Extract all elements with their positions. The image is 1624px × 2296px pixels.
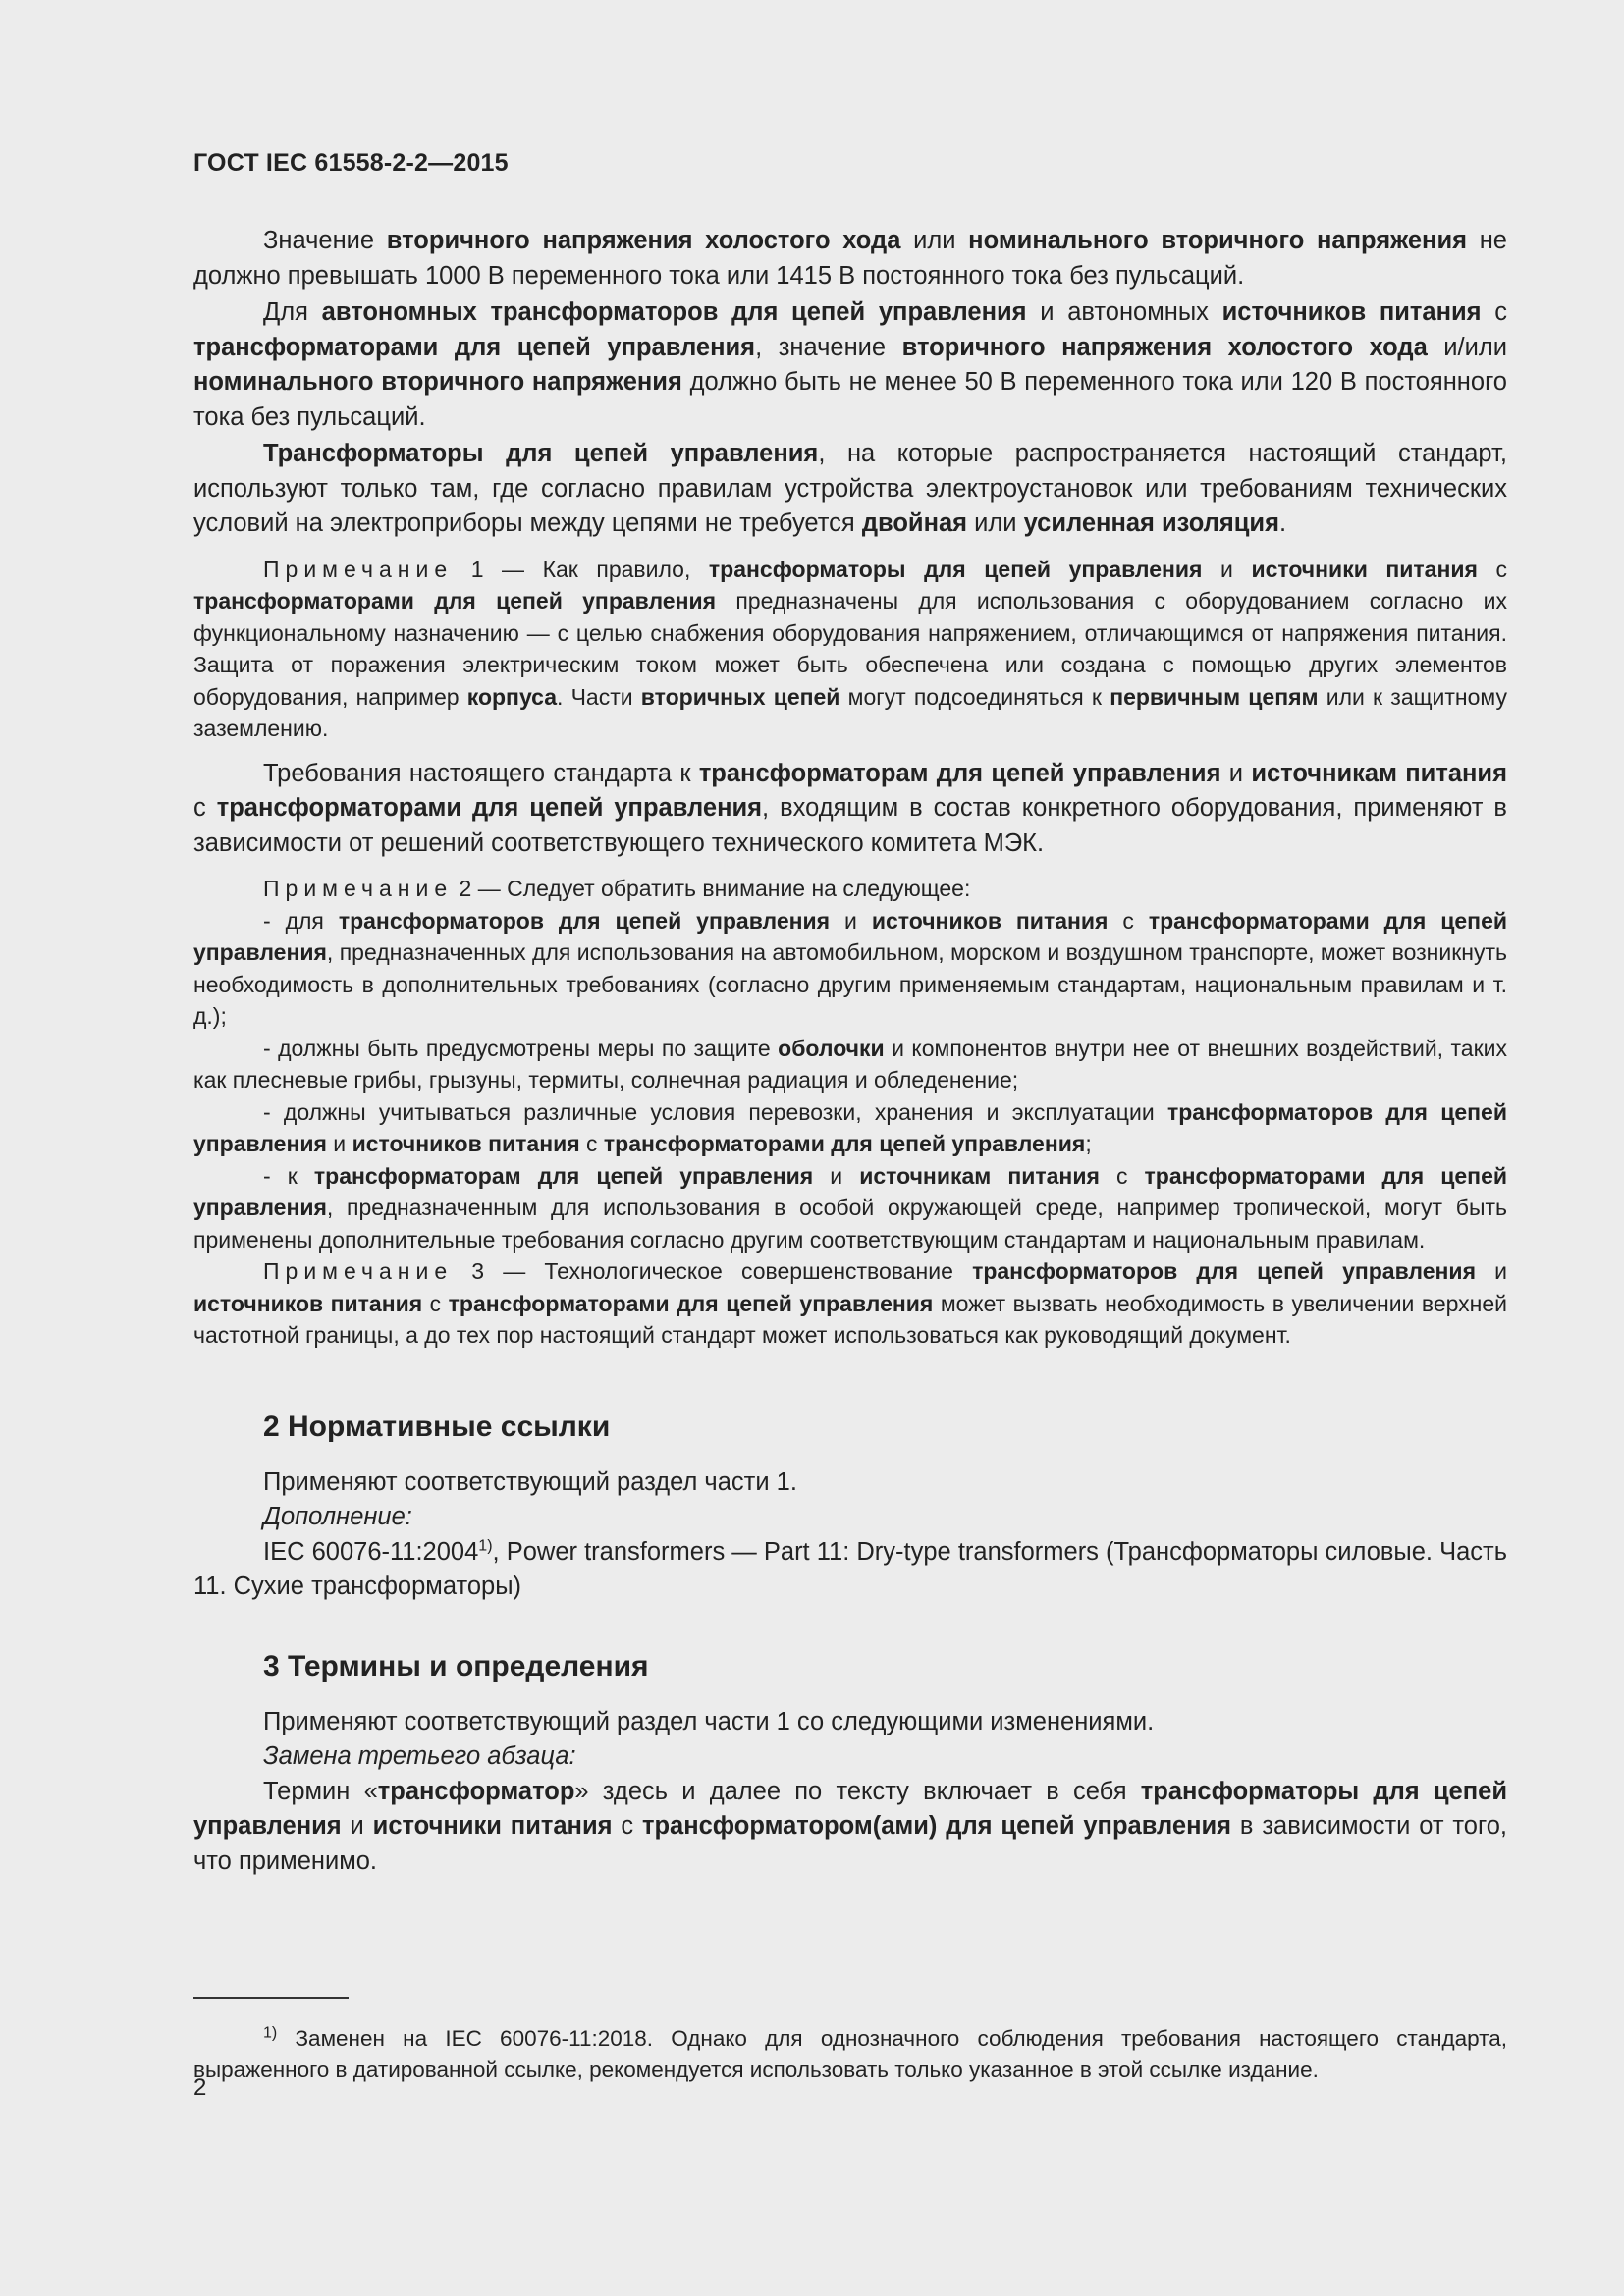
paragraph-autonomous-transformers: Для автономных трансформаторов для цепей управления и автономных источников питания с трансформаторами для цепей управления, значение вторичного напряжения холостого хода и/или номинального вторичного напряжения должно быть не менее 50 В переменного тока или 120 В постоянного тока без пульсаций.: [193, 298, 1508, 431]
footnote: $^{1)}$ Заменен на IEC 60076-11:2018. Однако для однозначного соблюдения требования настоящего стандарта, выраженного в датированной ссылке, рекомендуется использовать только указанное в этой ссылке издание.: [193, 2024, 1507, 2082]
note-2-item-conditions: - должны учитываться различные условия перевозки, хранения и эксплуатации трансформаторов для цепей управления и источников питания с трансформаторами для цепей управления;: [193, 1098, 1507, 1156]
note-1: Примечание 1 — Как правило, трансформаторы для цепей управления и источники питания с трансформаторами для цепей управления предназначены для использования с оборудованием согласно их функциональному назначению — с целью снабжения оборудования напряжением, отличающимся от напряжения питания. Защита от поражения электрическим током может быть обеспечена или создана с помощью других элементов оборудования, например корпуса. Части вторичных цепей могут подсоединяться к первичным цепям или к защитному заземлению.: [193, 556, 1507, 741]
section-2-line-1: Применяют соответствующий раздел части 1.: [263, 1468, 797, 1496]
main-content: [193, 224, 1507, 1879]
section-3-line-1: Применяют соответствующий раздел части 1 со следующими изменениями.: [263, 1707, 1155, 1735]
note-2-intro: Примечание 2 — Следует обратить внимание на следующее:: [263, 876, 971, 901]
section-2-reference: IEC 60076-11:2004$^{1)}$, Power transformers — Part 11: Dry-type transformers (Трансформаторы силовые. Часть 11. Сухие трансформаторы): [193, 1537, 1507, 1600]
footnote-divider: [193, 1997, 349, 1999]
paragraph-iec-committee: Требования настоящего стандарта к трансформаторам для цепей управления и источникам питания с трансформаторами для цепей управления, входящим в состав конкретного оборудования, применяют в зависимости от решений соответствующего технического комитета МЭК.: [193, 759, 1507, 857]
paragraph-open-circuit-voltage: Значение вторичного напряжения холостого хода или номинального вторичного напряжения не должно превышать 1000 В переменного тока или 1415 В постоянного тока без пульсаций.: [193, 227, 1507, 290]
note-3: Примечание 3 — Технологическое совершенствование трансформаторов для цепей управления и источников питания с трансформаторами для цепей управления может вызвать необходимость в увеличении верхней частотной границы, а до тех пор настоящий стандарт может использоваться как руководящий документ.: [193, 1258, 1508, 1348]
note-2-item-enclosure: - должны быть предусмотрены меры по защите оболочки и компонентов внутри нее от внешних воздействий, таких как плесневые грибы, грызуны, термиты, солнечная радиация и обледенение;: [193, 1035, 1507, 1093]
section-3-heading: 3 Термины и определения: [263, 1649, 649, 1682]
section-2-line-2: Дополнение:: [263, 1503, 412, 1530]
paragraph-control-transformers-usage: Трансформаторы для цепей управления, на которые распространяется настоящий стандарт, используют только там, где согласно правилам устройства электроустановок или требованиям технических условий на электроприборы между цепями не требуется двойная или усиленная изоляция.: [193, 440, 1507, 537]
page-number: 2: [193, 2074, 207, 2101]
section-2-heading: 2 Нормативные ссылки: [263, 1410, 611, 1443]
note-2-item-transport: - для трансформаторов для цепей управления и источников питания с трансформаторами для цепей управления, предназначенных для использования на автомобильном, морском и воздушном транспорте, может возникнуть необходимость в дополнительных требованиях (согласно другим применяемым стандартам, национальным правилам и т. д.);: [193, 907, 1507, 1029]
document-header: ГОСТ IEC 61558-2-2—2015: [193, 149, 509, 177]
section-3-term-definition: Термин «трансформатор» здесь и далее по тексту включает в себя трансформаторы для цепей управления и источники питания с трансформатором(ами) для цепей управления в зависимости от того, что применимо.: [193, 1777, 1507, 1875]
note-2-item-environment: - к трансформаторам для цепей управления и источникам питания с трансформаторами для цепей управления, предназначенным для использования в особой окружающей среде, например тропической, могут быть применены дополнительные требования согласно другим соответствующим стандартам и национальным правилам.: [193, 1162, 1507, 1253]
section-3-line-2: Замена третьего абзаца:: [263, 1742, 576, 1770]
